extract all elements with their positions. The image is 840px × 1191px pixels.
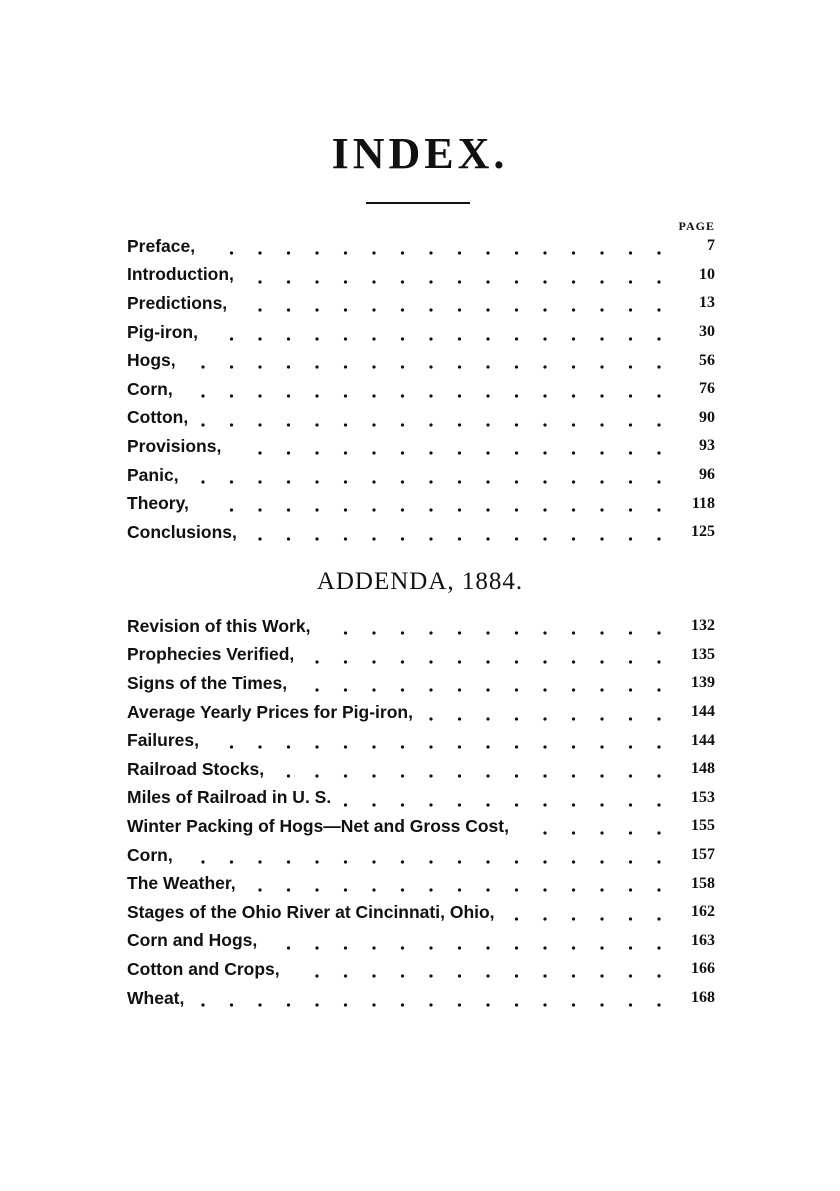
addenda-entry[interactable]: [127, 841, 715, 870]
index-entry[interactable]: [127, 232, 715, 261]
index-entry[interactable]: [127, 346, 715, 375]
dot-leader: [227, 289, 665, 318]
dot-leader: [237, 518, 665, 547]
entry-label: The Weather,: [127, 873, 236, 894]
entry-page: 157: [691, 846, 715, 864]
entry-label: Winter Packing of Hogs—Net and Gross Cost,: [127, 815, 509, 836]
dot-leader: [310, 612, 665, 641]
entry-page: 56: [699, 351, 715, 369]
entry-label: Hogs,: [127, 350, 176, 371]
addenda-entry[interactable]: [127, 869, 715, 898]
index-entry[interactable]: [127, 261, 715, 290]
entry-page: 93: [699, 437, 715, 455]
entry-label: Pig-iron,: [127, 321, 198, 342]
entry-label: Average Yearly Prices for Pig-iron,: [127, 701, 413, 722]
addenda-entry[interactable]: [127, 812, 715, 841]
entry-page: 10: [699, 265, 715, 283]
addenda-entry[interactable]: [127, 784, 715, 813]
entry-label: Prophecies Verified,: [127, 644, 295, 665]
entry-label: Cotton,: [127, 407, 189, 428]
index-entry[interactable]: [127, 461, 715, 490]
addenda-entry[interactable]: [127, 755, 715, 784]
entry-page: 168: [691, 989, 715, 1007]
dot-leader: [280, 955, 665, 984]
dot-leader: [173, 841, 665, 870]
index-entry[interactable]: [127, 432, 715, 461]
dot-leader: [236, 869, 665, 898]
entry-page: 76: [699, 380, 715, 398]
entry-label: Miles of Railroad in U. S.: [127, 787, 332, 808]
entry-page: 125: [691, 523, 715, 541]
title-rule: [366, 202, 470, 204]
addenda-title: ADDENDA, 1884.: [316, 568, 524, 595]
entry-label: Theory,: [127, 493, 189, 514]
addenda-entry[interactable]: [127, 726, 715, 755]
dot-leader: [294, 641, 665, 670]
entry-label: Corn,: [127, 844, 173, 865]
dot-leader: [509, 812, 665, 841]
index-list: [127, 232, 715, 547]
addenda-entry[interactable]: [127, 698, 715, 727]
page-title: INDEX.: [331, 129, 509, 178]
index-entry[interactable]: [127, 489, 715, 518]
dot-leader: [188, 404, 665, 433]
entry-page: 155: [691, 817, 715, 835]
dot-leader: [234, 261, 665, 290]
entry-label: Stages of the Ohio River at Cincinnati, Ohio,: [127, 901, 495, 922]
dot-leader: [331, 784, 665, 813]
addenda-entry[interactable]: [127, 955, 715, 984]
dot-leader: [195, 232, 665, 261]
entry-page: 135: [691, 645, 715, 663]
entry-label: Wheat,: [127, 987, 185, 1008]
entry-page: 90: [699, 408, 715, 426]
entry-page: 139: [691, 674, 715, 692]
entry-page: 7: [707, 237, 715, 255]
entry-label: Corn and Hogs,: [127, 930, 258, 951]
entry-page: 30: [699, 323, 715, 341]
entry-label: Corn,: [127, 378, 173, 399]
entry-label: Failures,: [127, 730, 199, 751]
index-entry[interactable]: [127, 375, 715, 404]
dot-leader: [413, 698, 665, 727]
entry-label: Railroad Stocks,: [127, 758, 265, 779]
entry-label: Preface,: [127, 235, 196, 256]
entry-page: 144: [691, 731, 715, 749]
index-entry[interactable]: [127, 404, 715, 433]
dot-leader: [198, 318, 665, 347]
entry-label: Cotton and Crops,: [127, 958, 280, 979]
entry-label: Predictions,: [127, 292, 228, 313]
entry-page: 13: [699, 294, 715, 312]
dot-leader: [264, 755, 665, 784]
addenda-entry[interactable]: [127, 898, 715, 927]
addenda-entry[interactable]: [127, 927, 715, 956]
entry-page: 158: [691, 874, 715, 892]
entry-page: 166: [691, 960, 715, 978]
index-entry[interactable]: [127, 518, 715, 547]
entry-page: 96: [699, 466, 715, 484]
entry-label: Introduction,: [127, 264, 234, 285]
dot-leader: [189, 489, 665, 518]
addenda-entry[interactable]: [127, 612, 715, 641]
dot-leader: [287, 669, 665, 698]
index-entry[interactable]: [127, 318, 715, 347]
entry-label: Revision of this Work,: [127, 615, 311, 636]
entry-label: Provisions,: [127, 435, 222, 456]
entry-page: 148: [691, 760, 715, 778]
dot-leader: [221, 432, 665, 461]
entry-label: Conclusions,: [127, 521, 237, 542]
dot-leader: [199, 726, 665, 755]
entry-page: 162: [691, 903, 715, 921]
addenda-entry[interactable]: [127, 984, 715, 1013]
dot-leader: [173, 375, 665, 404]
entry-page: 118: [691, 494, 715, 512]
index-entry[interactable]: [127, 289, 715, 318]
dot-leader: [179, 461, 665, 490]
entry-page: 163: [691, 931, 715, 949]
dot-leader: [176, 346, 665, 375]
dot-leader: [257, 927, 665, 956]
entry-page: 144: [691, 703, 715, 721]
entry-label: Signs of the Times,: [127, 672, 288, 693]
page-column-header: PAGE: [678, 219, 715, 233]
addenda-entry[interactable]: [127, 669, 715, 698]
addenda-list: [127, 612, 715, 1012]
dot-leader: [184, 984, 665, 1013]
addenda-entry[interactable]: [127, 641, 715, 670]
entry-page: 153: [691, 788, 715, 806]
entry-page: 132: [691, 617, 715, 635]
dot-leader: [495, 898, 665, 927]
entry-label: Panic,: [127, 464, 179, 485]
